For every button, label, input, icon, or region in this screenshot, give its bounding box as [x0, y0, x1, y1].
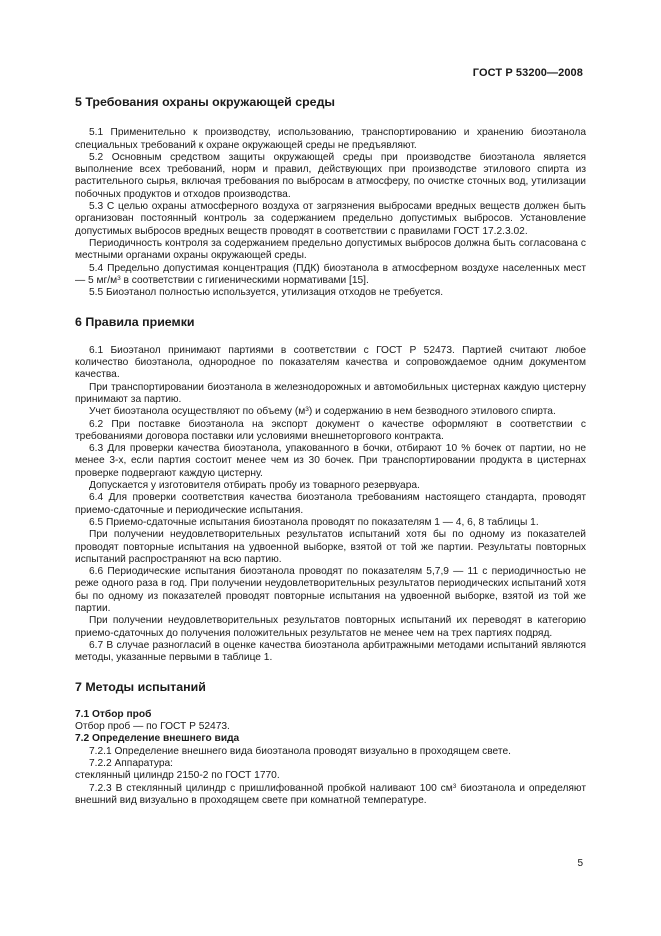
paragraph-5-5: 5.5 Биоэтанол полностью используется, утилизация отходов не требуется.: [89, 287, 444, 299]
page-number: 5: [577, 858, 583, 869]
paragraph-7-2-1: 7.2.1 Определение внешнего вида биоэтанола проводят визуально в проходящем свете.: [89, 745, 511, 757]
page-content: [75, 96, 586, 807]
paragraph-6-6-repeat: При получении неудовлетворительных результатов повторных испытаний их переводят в категорию приемо-сдаточных до получения положительных результатов не менее чем на трех партиях подряд.: [75, 615, 586, 639]
paragraph-6-6: 6.6 Периодические испытания биоэтанола проводят по показателям 5,7,9 — 11 с периодичностью не реже одного раза в год. При получении неудовлетворительных результатов периодических испытаний хотя бы по одному из показателей проводят повторные испытания на удвоенной выборке, взятой из той же партии.: [75, 566, 586, 614]
paragraph-5-4: [75, 263, 586, 288]
paragraph-6-5: 6.5 Приемо-сдаточные испытания биоэтанола проводят по показателям 1 — 4, 6, 8 таблицы 1.: [89, 516, 539, 528]
document-code: ГОСТ Р 53200—2008: [472, 67, 583, 79]
section-5-heading: 5 Требования охраны окружающей среды: [75, 95, 336, 109]
paragraph-6-1-accounting-b: ) и содержанию в нем безводного этилового спирта.: [308, 406, 556, 418]
paragraph-5-3: 5.3 С целью охраны атмосферного воздуха от загрязнения выбросами вредных веществ должен быть организован постоянный контроль за содержанием предельно допустимых выбросов. Установление допустимых выбросов вредных веществ проводят в соответствии с правилами ГОСТ 17.2.3.02.: [75, 201, 586, 237]
paragraph-6-1-accounting: [75, 406, 586, 418]
paragraph-5-3-periodicity: Периодичность контроля за содержанием предельно допустимых выбросов должна быть согласована с местными органами охраны окружающей среды.: [75, 237, 586, 262]
paragraph-7-2-3-b: биоэтанола и определяют внешний вид визуально в проходящем свете при комнатной температуре.: [75, 782, 586, 806]
subsection-7-1-heading: 7.1 Отбор проб: [75, 708, 152, 720]
paragraph-6-3-sampling: Допускается у изготовителя отбирать пробу из товарного резервуара.: [89, 480, 420, 492]
paragraph-6-2: 6.2 При поставке биоэтанола на экспорт документ о качестве оформляют в соответствии с требованиями договора поставки или условиями внешнеторгового контракта.: [75, 418, 586, 442]
paragraph-6-4: 6.4 Для проверки соответствия качества биоэтанола требованиям настоящего стандарта, проводят приемо-сдаточные и периодические испытания.: [75, 492, 586, 516]
paragraph-7-2-3-a: 7.2.3 В стеклянный цилиндр с пришлифованной пробкой наливают 100 см: [89, 782, 453, 794]
paragraph-7-2-2-equipment: стеклянный цилиндр 2150-2 по ГОСТ 1770.: [75, 770, 280, 782]
section-6-heading: 6 Правила приемки: [75, 315, 195, 330]
paragraph-6-1-accounting-a: Учет биоэтанола осуществляют по объему (м: [89, 406, 306, 418]
superscript: 3: [452, 782, 457, 790]
paragraph-6-5-repeat: При получении неудовлетворительных результатов испытаний хотя бы по одному из показателей проводят повторные испытания на удвоенной выборке, взятой от той же партии. Результаты повторных испытаний распространяют на всю партию.: [75, 529, 586, 565]
paragraph-7-1: Отбор проб — по ГОСТ Р 52473.: [75, 721, 230, 733]
paragraph-6-1: 6.1 Биоэтанол принимают партиями в соответствии с ГОСТ Р 52473. Партией считают любое количество биоэтанола, однородное по показателям качества и сопровождаемое одним документом качества.: [75, 344, 586, 381]
paragraph-7-2-3: [75, 783, 586, 808]
paragraph-6-7: 6.7 В случае разногласий в оценке качества биоэтанола арбитражными методами испытаний являются методы, указанные первыми в таблице 1.: [75, 639, 586, 664]
paragraph-5-4-text-a: 5.4 Предельно допустимая концентрация (ПДК) биоэтанола в атмосферном воздухе населенных мест — 5 мг/м: [75, 262, 586, 286]
subsection-7-2-heading: 7.2 Определение внешнего вида: [75, 733, 240, 745]
superscript: 3: [305, 406, 309, 414]
section-7-heading: 7 Методы испытаний: [75, 680, 206, 695]
paragraph-5-2: 5.2 Основным средством защиты окружающей среды при производстве биоэтанола является выполнение всех требований, норм и правил, действующих при производстве этилового спирта из растительного сырья, включая требования по выбросам в атмосферу, по очистке сточных вод, утилизации побочных продуктов и отходов производства.: [75, 151, 586, 200]
superscript: 3: [117, 274, 121, 282]
paragraph-7-2-2: 7.2.2 Аппаратура:: [89, 757, 174, 769]
paragraph-5-4-text-b: в соответствии с гигиеническими нормативами [15].: [120, 274, 369, 286]
paragraph-6-3: 6.3 Для проверки качества биоэтанола, упакованного в бочки, отбирают 10 % бочек от партии, но не менее 3-х, если партия состоит менее чем из 30 бочек. При транспортировании продукта в цистернах проверке подвергают каждую цистерну.: [75, 443, 586, 479]
paragraph-5-1: 5.1 Применительно к производству, использованию, транспортированию и хранению биоэтанола специальных требований к охране окружающей среды не предъявляют.: [75, 127, 586, 151]
paragraph-6-1-tanks: При транспортировании биоэтанола в железнодорожных и автомобильных цистернах каждую цистерну принимают за партию.: [75, 381, 586, 405]
